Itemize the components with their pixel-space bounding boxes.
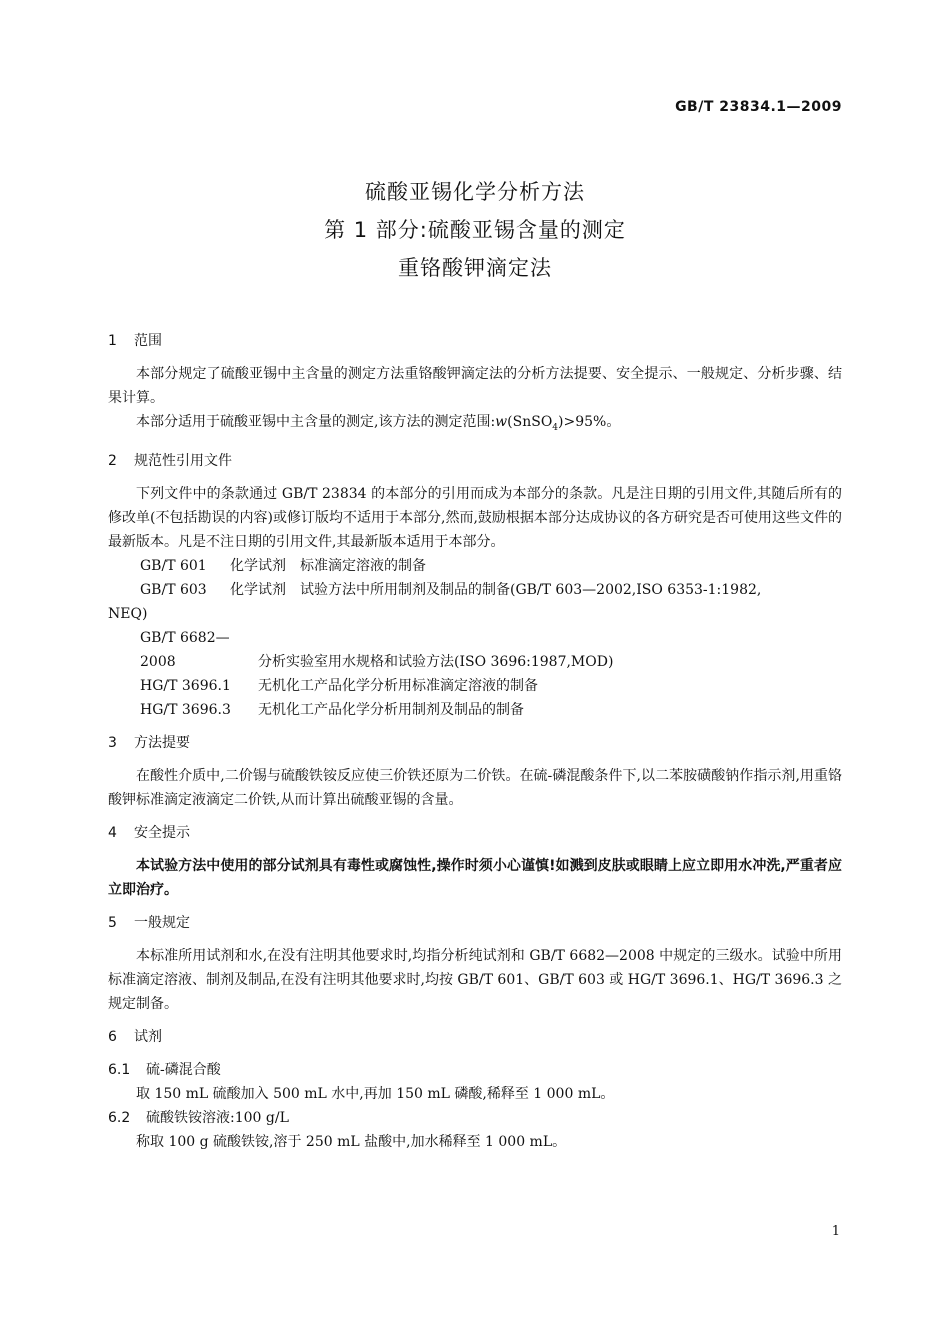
document-body — [108, 330, 842, 1154]
reference-item: HG/T 3696.1 无机化工产品化学分析用标准滴定溶液的制备 — [140, 677, 538, 694]
safety-warning: 本试验方法中使用的部分试剂具有毒性或腐蚀性,操作时须小心谨慎!如溅到皮肤或眼睛上应立即用水冲洗,严重者应立即治疗。 — [108, 857, 842, 898]
reference-item: NEQ) — [108, 605, 148, 622]
section-heading: 4 安全提示 — [108, 824, 190, 841]
paragraph: 称取 100 g 硫酸铁铵,溶于 250 mL 盐酸中,加水稀释至 1 000 mL。 — [136, 1133, 567, 1150]
paragraph: 本部分适用于硫酸亚锡中主含量的测定,该方法的测定范围:w(SnSO$_4$)>95%。 — [136, 414, 621, 433]
paragraph: 在酸性介质中,二价锡与硫酸铁铵反应使三价铁还原为二价铁。在硫-磷混酸条件下,以二苯胺磺酸钠作指示剂,用重铬酸钾标准滴定液滴定二价铁,从而计算出硫酸亚锡的含量。 — [108, 767, 842, 808]
standard-number: GB/T 23834.1—2009 — [675, 99, 842, 115]
paragraph: 取 150 mL 硫酸加入 500 mL 水中,再加 150 mL 磷酸,稀释至 1 000 mL。 — [136, 1085, 615, 1102]
paragraph: 下列文件中的条款通过 GB/T 23834 的本部分的引用而成为本部分的条款。凡是注日期的引用文件,其随后所有的修改单(不包括勘误的内容)或修订版均不适用于本部分,然而,鼓励根据本部分达成协议的各方研究是否可使用这些文件的最新版本。凡是不注日期的引用文件,其最新版本适用于本部分。 — [108, 485, 842, 550]
title-line-1: 硫酸亚锡化学分析方法 — [365, 180, 585, 204]
section-heading: 5 一般规定 — [108, 914, 190, 931]
section-heading: 3 方法提要 — [108, 734, 190, 751]
title-line-2: 第 1 部分:硫酸亚锡含量的测定 — [324, 218, 626, 242]
paragraph: 本部分规定了硫酸亚锡中主含量的测定方法重铬酸钾滴定法的分析方法提要、安全提示、一般规定、分析步骤、结果计算。 — [108, 366, 842, 406]
subsection-heading: 6.2 硫酸铁铵溶液:100 g/L — [108, 1109, 289, 1126]
subsection-heading: 6.1 硫-磷混合酸 — [108, 1061, 221, 1078]
section-heading: 6 试剂 — [108, 1028, 162, 1045]
reference-item: GB/T 603 化学试剂 试验方法中所用制剂及制品的制备(GB/T 603—2002,ISO 6353-1:1982, — [140, 581, 762, 598]
title-line-3: 重铬酸钾滴定法 — [398, 256, 552, 280]
reference-item: HG/T 3696.3 无机化工产品化学分析用制剂及制品的制备 — [140, 701, 524, 718]
page-number: 1 — [831, 1224, 840, 1239]
reference-item: GB/T 6682—2008 分析实验室用水规格和试验方法(ISO 3696:1987,MOD) — [140, 629, 614, 670]
section-heading: 2 规范性引用文件 — [108, 452, 232, 469]
reference-item: GB/T 601 化学试剂 标准滴定溶液的制备 — [140, 557, 426, 574]
paragraph: 本标准所用试剂和水,在没有注明其他要求时,均指分析纯试剂和 GB/T 6682—2008 中规定的三级水。试验中所用标准滴定溶液、制剂及制品,在没有注明其他要求时,均按 GB/T 601、GB/T 603 或 HG/T 3696.1、HG/T 3696.3 之规定制备。 — [108, 947, 842, 1012]
section-heading: 1 范围 — [108, 333, 162, 349]
